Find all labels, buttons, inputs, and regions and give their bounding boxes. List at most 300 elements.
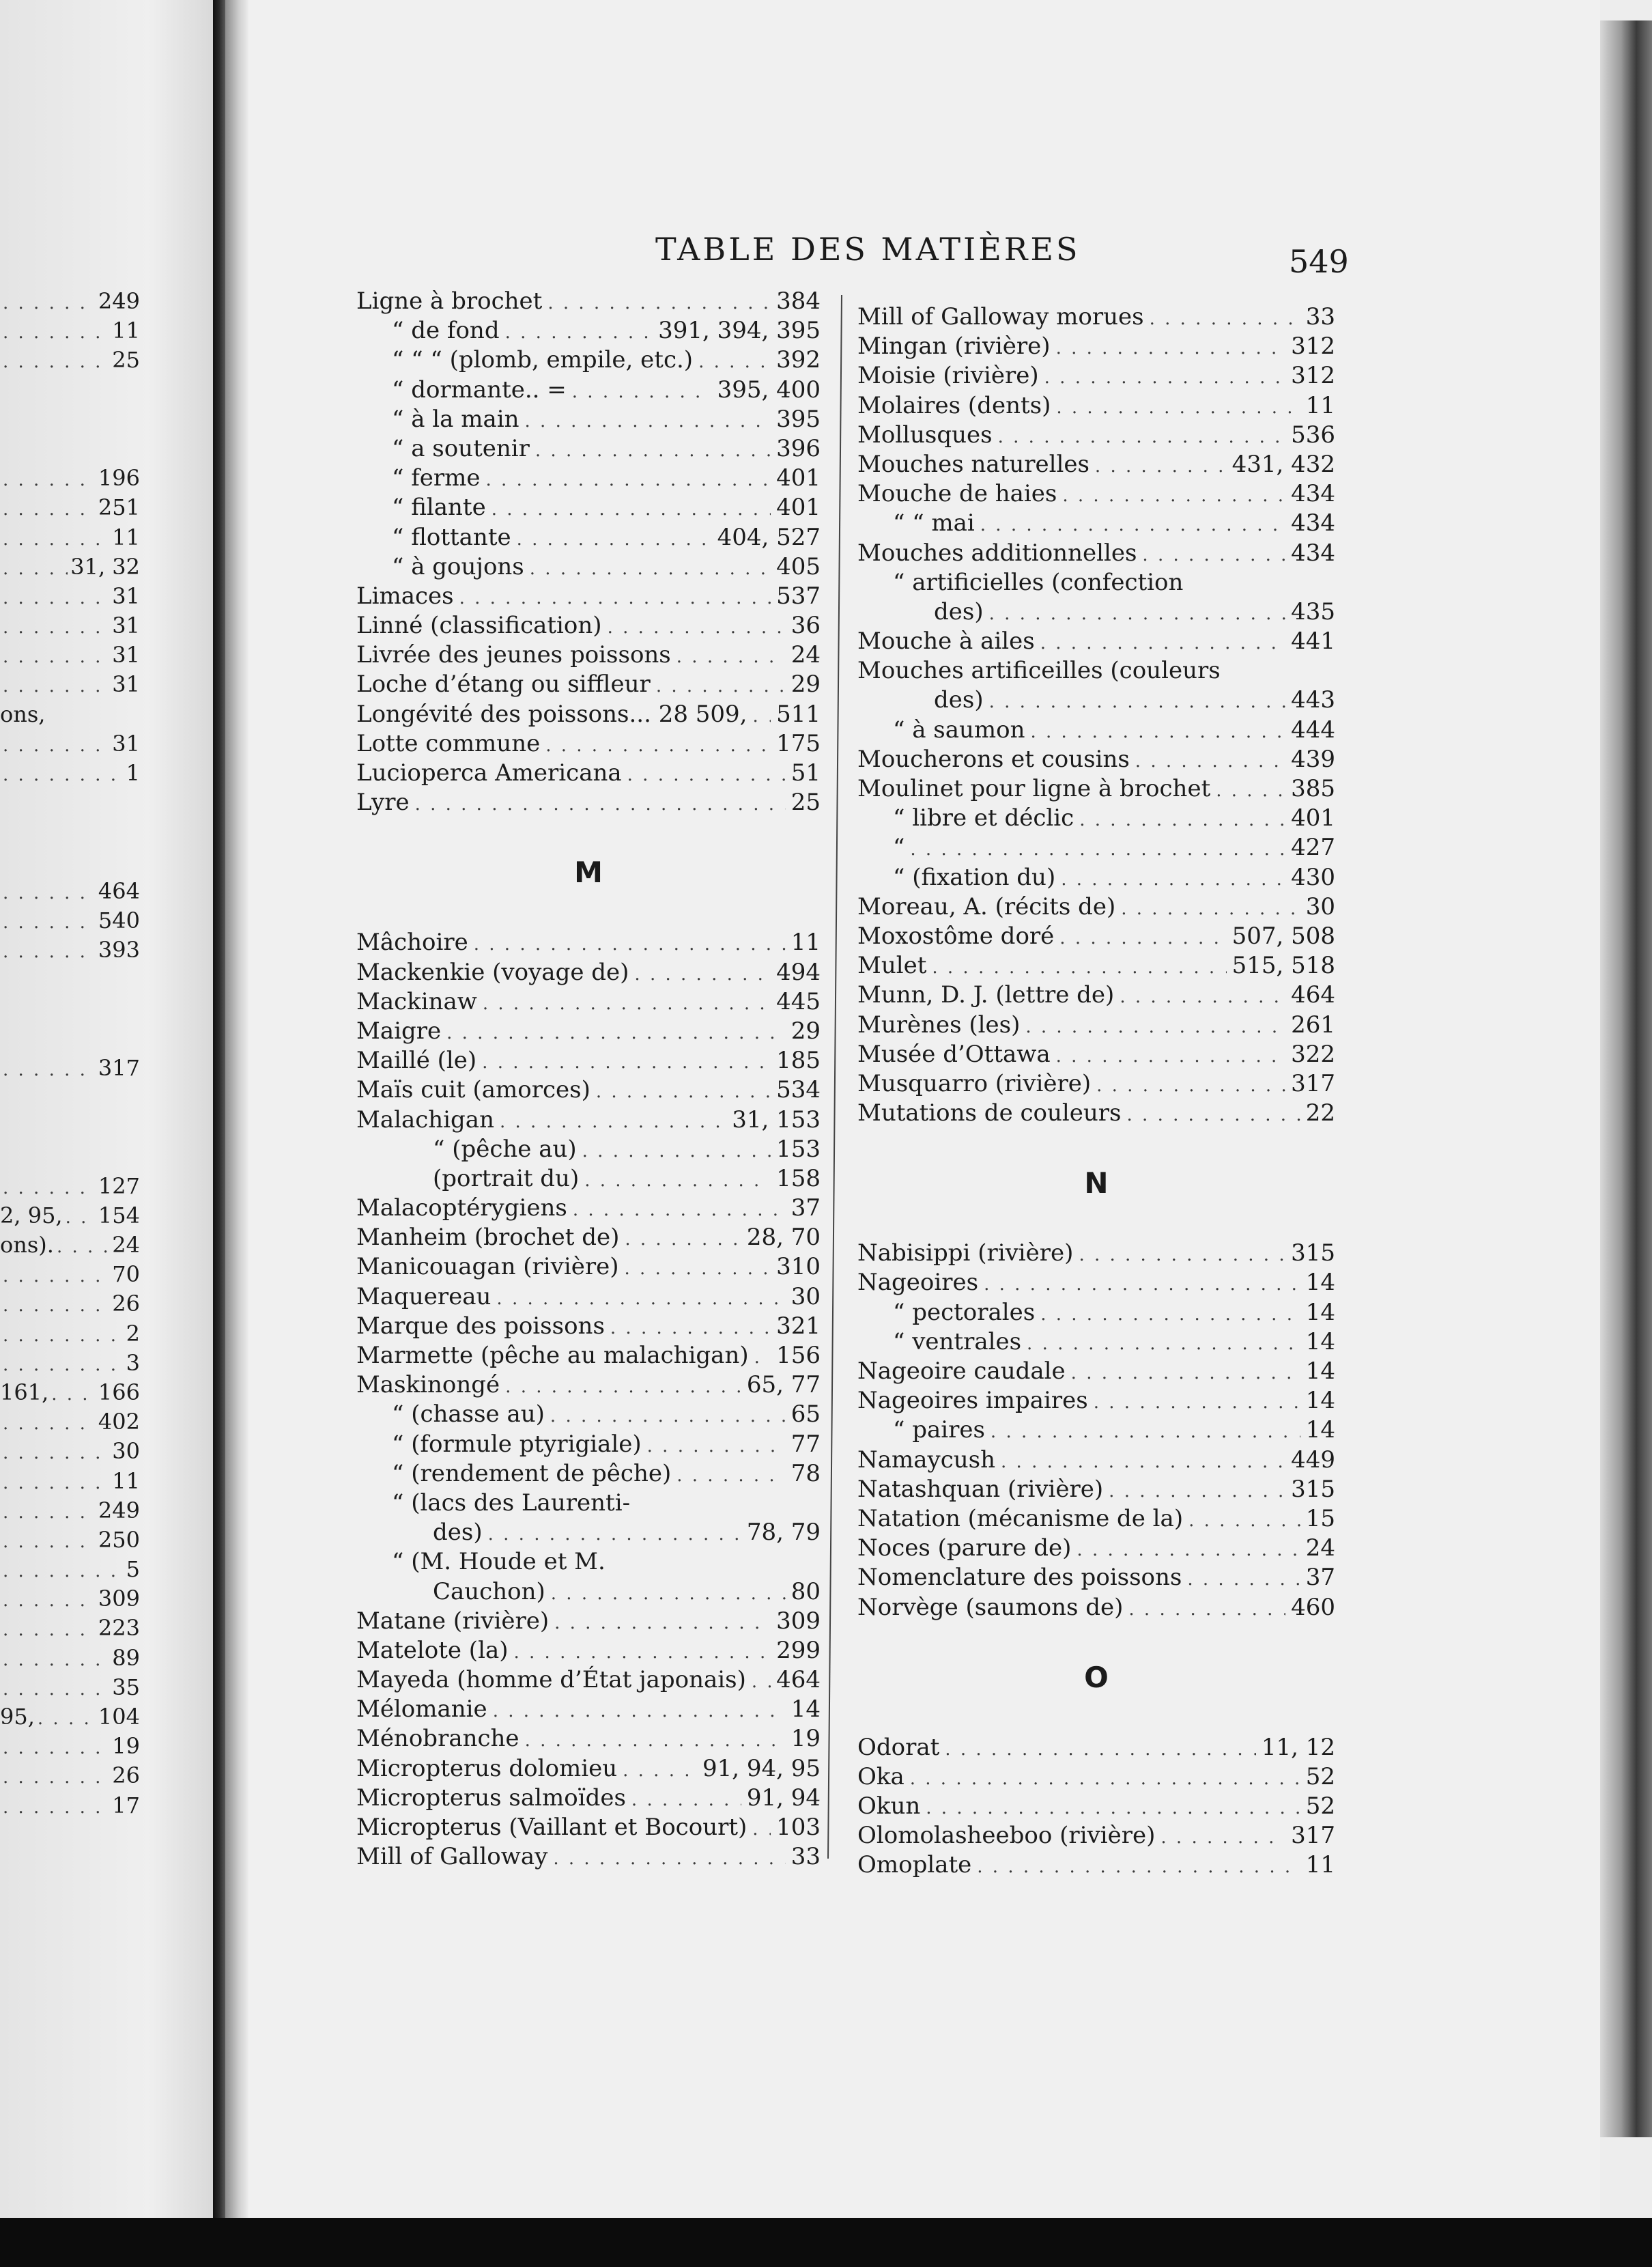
index-entry	[356, 434, 821, 464]
dot-leader	[553, 1844, 785, 1874]
dot-leader	[505, 318, 653, 348]
index-entry	[356, 700, 821, 729]
page-references: 91, 94, 95	[702, 1754, 821, 1782]
fragment-pages: 11	[112, 1467, 140, 1494]
fragment-row	[0, 1525, 140, 1555]
index-term: Nageoires impaires	[857, 1387, 1088, 1415]
fragment-pages: 17	[112, 1792, 140, 1818]
page-references: 299	[776, 1636, 821, 1664]
index-entry	[356, 1695, 821, 1724]
fragment-row	[0, 847, 140, 877]
page-references: 404, 527	[717, 523, 821, 551]
page-references: 11	[1305, 1851, 1335, 1879]
fragment-pages: 250	[98, 1526, 140, 1553]
dot-leader	[656, 672, 786, 701]
page-references: 15	[1305, 1504, 1335, 1532]
index-term: Maquereau	[356, 1282, 492, 1310]
page-references: 33	[1305, 303, 1335, 330]
index-entry	[356, 1017, 821, 1046]
index-entry	[857, 450, 1335, 479]
page-references: 445	[776, 987, 821, 1015]
dot-leader	[3, 1409, 96, 1439]
index-term: Mollusques	[857, 421, 993, 449]
dot-leader	[482, 1048, 771, 1078]
index-entry	[356, 987, 821, 1017]
index-term: “ à la main	[392, 405, 519, 433]
page-references: 261	[1291, 1011, 1335, 1039]
index-term: “ “ “ (plomb, empile, etc.)	[392, 346, 694, 374]
index-term: Mulet	[857, 952, 927, 980]
dot-leader	[3, 1557, 124, 1586]
left-page	[0, 0, 213, 2267]
dot-leader	[3, 1646, 109, 1675]
section-spacer	[857, 1128, 1335, 1154]
fragment-pages: 402	[98, 1409, 140, 1435]
page-references: 185	[776, 1047, 821, 1075]
page-references: 80	[791, 1577, 821, 1605]
dot-leader	[584, 1166, 771, 1196]
dot-leader	[1160, 1823, 1285, 1853]
index-entry	[356, 1724, 821, 1754]
dot-leader	[625, 1225, 741, 1254]
page-references: 65, 77	[746, 1371, 821, 1399]
dot-leader	[517, 525, 712, 554]
index-term: Maigre	[356, 1017, 442, 1045]
page-references: 30	[791, 1282, 821, 1310]
dot-leader	[3, 584, 109, 613]
index-entry	[857, 1327, 1335, 1357]
fragment-row	[0, 1378, 140, 1407]
fragment-pages: 5	[126, 1556, 140, 1583]
index-entry	[356, 1164, 821, 1194]
page-references: 449	[1291, 1446, 1335, 1474]
index-entry	[356, 316, 821, 346]
index-entry	[857, 1298, 1335, 1327]
dot-leader	[596, 1078, 771, 1107]
index-term: Molaires (dents)	[857, 391, 1051, 419]
dot-leader	[488, 1520, 741, 1549]
fragment-pages: 11	[112, 318, 140, 344]
page-references: 321	[776, 1312, 821, 1340]
dot-leader	[3, 554, 68, 584]
index-entry	[356, 1842, 821, 1872]
index-term: “ (fixation du)	[893, 863, 1056, 891]
dot-leader	[1128, 1595, 1285, 1624]
index-entry	[857, 1593, 1335, 1622]
index-term: “ dormante.. =	[392, 376, 567, 404]
page-references: 444	[1291, 716, 1335, 744]
index-entry	[356, 582, 821, 611]
index-entry	[857, 509, 1335, 538]
dot-leader	[910, 1764, 1300, 1794]
dot-leader	[1001, 1448, 1285, 1477]
index-term: Ligne à brochet	[356, 287, 543, 315]
dot-leader	[3, 1734, 109, 1763]
page-references: 536	[1291, 421, 1335, 449]
index-term: Longévité des poissons... 28 509,	[356, 700, 747, 728]
page-references: 537	[776, 582, 821, 610]
dot-leader	[625, 1254, 771, 1284]
dot-leader	[51, 1380, 96, 1409]
dot-leader	[910, 835, 1285, 864]
index-entry	[857, 1850, 1335, 1880]
dot-leader	[3, 731, 109, 761]
index-entry	[356, 464, 821, 493]
index-entry	[356, 958, 821, 987]
fragment-row	[0, 729, 140, 759]
index-term: Moulinet pour ligne à brochet	[857, 775, 1211, 802]
index-entry	[857, 302, 1335, 332]
page-references: 434	[1291, 480, 1335, 508]
index-term: Loche d’étang ou siffleur	[356, 671, 651, 699]
index-entry	[356, 1312, 821, 1341]
index-term: Cauchon)	[433, 1577, 545, 1605]
page-references: 317	[1291, 1822, 1335, 1850]
section-spacer	[857, 1213, 1335, 1239]
index-term: “ (lacs des Laurenti-	[392, 1489, 631, 1517]
page-references: 14	[1305, 1298, 1335, 1326]
index-entry	[857, 332, 1335, 361]
page-references: 315	[1291, 1475, 1335, 1503]
index-term: Mutations de couleurs	[857, 1099, 1122, 1127]
fragment-pages: 24	[112, 1232, 140, 1258]
dot-leader	[3, 525, 109, 554]
fragment-row	[0, 640, 140, 670]
fragment-row	[0, 1024, 140, 1054]
page-references: 464	[1291, 981, 1335, 1009]
fragment-row	[0, 405, 140, 434]
fragment-row	[0, 877, 140, 906]
index-entry	[857, 951, 1335, 981]
section-spacer	[857, 1622, 1335, 1648]
page-references: 28, 70	[746, 1224, 821, 1252]
dot-leader	[3, 1763, 109, 1792]
index-entry	[356, 1489, 821, 1518]
fragment-row	[0, 376, 140, 405]
page-references: 385	[1291, 775, 1335, 802]
dot-leader	[752, 702, 771, 731]
index-entry	[857, 1733, 1335, 1762]
page-references: 52	[1305, 1792, 1335, 1820]
fragment-row	[0, 287, 140, 316]
dot-leader	[3, 1291, 109, 1321]
fragment-row	[0, 582, 140, 611]
fragment-row	[0, 1555, 140, 1584]
index-entry	[857, 1762, 1335, 1792]
dot-leader	[573, 1196, 786, 1225]
index-term: Moucherons et cousins	[857, 745, 1130, 773]
page-references: 51	[791, 759, 821, 787]
dot-leader	[554, 1609, 771, 1638]
dot-leader	[3, 1586, 96, 1616]
fragment-row	[0, 670, 140, 699]
fragment-row	[0, 935, 140, 965]
index-term: Moisie (rivière)	[857, 362, 1039, 390]
dot-leader	[3, 1527, 96, 1557]
page-references: 78	[791, 1459, 821, 1487]
index-term: des)	[934, 686, 984, 714]
index-entry	[356, 1577, 821, 1607]
dot-leader	[415, 790, 786, 819]
index-term: “ ventrales	[893, 1327, 1022, 1355]
index-term: Matane (rivière)	[356, 1607, 550, 1635]
section-spacer	[857, 1707, 1335, 1733]
section-spacer	[356, 817, 821, 843]
fragment-row	[0, 1407, 140, 1437]
page-references: 14	[1305, 1387, 1335, 1415]
fragment-row	[0, 434, 140, 464]
index-entry	[356, 346, 821, 375]
dot-leader	[3, 318, 109, 348]
fragment-row	[0, 1791, 140, 1820]
index-term: Mackinaw	[356, 987, 477, 1015]
index-entry	[356, 1135, 821, 1164]
index-term: Natation (mécanisme de la)	[857, 1504, 1184, 1532]
index-entry	[356, 788, 821, 817]
index-entry	[356, 1607, 821, 1636]
dot-leader	[984, 1270, 1300, 1299]
dot-leader	[631, 1786, 741, 1815]
index-entry	[356, 405, 821, 434]
index-entry	[356, 1341, 821, 1370]
fragment-row	[0, 1112, 140, 1142]
dot-leader	[1127, 1101, 1300, 1130]
index-entry	[857, 1239, 1335, 1268]
index-term: Malacoptérygiens	[356, 1194, 567, 1222]
index-entry	[857, 568, 1335, 597]
index-term: “ (pêche au)	[433, 1135, 577, 1163]
index-term: Marmette (pêche au malachigan)	[356, 1342, 749, 1369]
index-term: Natashquan (rivière)	[857, 1475, 1104, 1503]
page-references: 443	[1291, 686, 1335, 714]
dot-leader	[1150, 305, 1300, 334]
index-term: Norvège (saumons de)	[857, 1593, 1124, 1621]
page-references: 309	[776, 1607, 821, 1635]
page-references: 24	[1305, 1534, 1335, 1562]
index-entry	[857, 597, 1335, 627]
index-entry	[356, 287, 821, 316]
index-entry	[356, 1754, 821, 1784]
page-references: 515, 518	[1231, 952, 1335, 980]
fragment-text: ons,	[0, 701, 46, 727]
page-references: 91, 94	[746, 1784, 821, 1812]
dot-leader	[1027, 1329, 1300, 1359]
index-term: Mouches artificeilles (couleurs	[857, 657, 1221, 685]
fragment-pages: 166	[98, 1379, 140, 1405]
page-references: 14	[1305, 1357, 1335, 1385]
dot-leader	[3, 879, 96, 908]
index-term: Noces (parure de)	[857, 1534, 1072, 1562]
fragment-pages: 127	[98, 1172, 140, 1199]
dot-leader	[3, 1056, 96, 1085]
index-term: Mill of Galloway	[356, 1843, 548, 1871]
page-references: 322	[1291, 1040, 1335, 1068]
index-entry	[857, 656, 1335, 686]
fragment-row	[0, 1230, 140, 1260]
fragment-pages: 251	[98, 494, 140, 521]
page-references: 315	[1291, 1239, 1335, 1267]
index-term: Lucioperca Americana	[356, 759, 622, 787]
index-term: Marque des poissons	[356, 1312, 605, 1340]
page-references: 11	[791, 929, 821, 957]
fragment-row	[0, 611, 140, 640]
fragment-pages: 31	[112, 671, 140, 698]
fragment-row	[0, 995, 140, 1024]
index-term: Lotte commune	[356, 729, 541, 757]
page-references: 431, 432	[1231, 450, 1335, 478]
dot-leader	[525, 407, 771, 436]
page-references: 33	[791, 1843, 821, 1871]
index-entry	[857, 539, 1335, 568]
dot-leader	[1040, 1300, 1300, 1329]
fragment-row	[0, 552, 140, 582]
index-entry	[857, 1040, 1335, 1069]
index-entry	[857, 1386, 1335, 1416]
dot-leader	[991, 1418, 1300, 1447]
index-entry	[857, 1534, 1335, 1563]
index-entry	[356, 1547, 821, 1577]
dot-leader	[3, 643, 109, 672]
page-references: 156	[776, 1342, 821, 1369]
dot-leader	[627, 761, 786, 790]
dot-leader	[1096, 1071, 1285, 1101]
index-entry	[857, 1357, 1335, 1386]
index-entry	[356, 1459, 821, 1489]
dot-leader	[530, 554, 771, 584]
index-term: Nomenclature des poissons	[857, 1564, 1182, 1592]
index-term: “ à saumon	[893, 716, 1025, 744]
index-entry	[356, 523, 821, 552]
dot-leader	[550, 1402, 786, 1431]
fragment-row	[0, 1702, 140, 1732]
index-entry	[857, 1446, 1335, 1475]
page-references: 14	[1305, 1327, 1335, 1355]
index-term: Musée d’Ottawa	[857, 1040, 1051, 1068]
page-references: 65	[791, 1400, 821, 1428]
page-references: 312	[1291, 333, 1335, 361]
fragment-row	[0, 1496, 140, 1525]
index-term: “ libre et déclic	[893, 804, 1074, 832]
dot-leader	[1142, 541, 1285, 570]
dot-leader	[623, 1756, 697, 1786]
index-term: “ à goujons	[392, 552, 524, 580]
index-entry	[356, 1252, 821, 1282]
dot-leader	[608, 613, 786, 643]
index-entry	[857, 1504, 1335, 1534]
dot-leader	[1056, 334, 1286, 363]
page-references: 14	[791, 1695, 821, 1723]
index-entry	[356, 376, 821, 405]
fragment-pages: 70	[112, 1261, 140, 1288]
page-references: 11	[1305, 391, 1335, 419]
index-term: Livrée des jeunes poissons	[356, 641, 671, 669]
dot-leader	[551, 1579, 786, 1609]
index-term: des)	[934, 597, 984, 625]
index-entry	[356, 1106, 821, 1135]
dot-leader	[3, 466, 96, 495]
dot-leader	[1079, 806, 1285, 835]
fragment-row	[0, 1142, 140, 1171]
index-term: Mayeda (homme d’État japonais)	[356, 1666, 746, 1694]
page-number: 549	[1289, 243, 1349, 280]
page-references: 460	[1291, 1593, 1335, 1621]
fragment-pages: 464	[98, 877, 140, 904]
page-references: 22	[1305, 1099, 1335, 1127]
dot-leader	[647, 1432, 786, 1461]
index-term: Moreau, A. (récits de)	[857, 892, 1116, 920]
dot-leader	[3, 1351, 124, 1380]
index-term: Musquarro (rivière)	[857, 1069, 1092, 1097]
index-term: Linné (classification)	[356, 612, 602, 640]
index-column-left	[356, 287, 821, 1872]
fragment-pages: 31, 32	[70, 553, 140, 580]
index-entry	[857, 892, 1335, 922]
index-term: Moxostôme doré	[857, 922, 1055, 950]
page-references: 435	[1291, 597, 1335, 625]
index-entry	[356, 1194, 821, 1223]
index-term: Malachigan	[356, 1106, 494, 1134]
dot-leader	[932, 953, 1226, 983]
index-entry	[356, 1223, 821, 1252]
dot-leader	[525, 1726, 786, 1756]
page-references: 434	[1291, 539, 1335, 567]
index-entry	[356, 1665, 821, 1695]
dot-leader	[545, 731, 771, 761]
dot-leader	[3, 761, 124, 790]
dot-leader	[1025, 1013, 1285, 1042]
page-references: 153	[776, 1135, 821, 1163]
index-entry	[857, 361, 1335, 391]
page-references: 439	[1291, 745, 1335, 773]
fragment-row	[0, 1172, 140, 1201]
fragment-row	[0, 906, 140, 935]
index-term: “	[893, 834, 905, 862]
fragment-row	[0, 346, 140, 375]
dot-leader	[3, 1616, 96, 1645]
dot-leader	[3, 1469, 109, 1498]
dot-leader	[1059, 924, 1226, 953]
dot-leader	[496, 1284, 785, 1314]
index-term: “ (chasse au)	[392, 1400, 545, 1428]
page-references: 78, 79	[746, 1519, 821, 1547]
dot-leader	[1121, 895, 1300, 924]
dot-leader	[513, 1638, 771, 1667]
dot-leader	[677, 1461, 785, 1491]
index-column-right	[857, 302, 1335, 1881]
index-entry	[356, 1784, 821, 1813]
dot-leader	[486, 466, 771, 495]
index-entry	[356, 1813, 821, 1842]
section-letter-heading: N	[1084, 1166, 1109, 1200]
index-entry	[857, 1792, 1335, 1821]
page-references: 401	[1291, 804, 1335, 832]
page-references: 11, 12	[1261, 1733, 1335, 1761]
fragment-row	[0, 1761, 140, 1790]
fragment-pages: 249	[98, 288, 140, 314]
dot-leader	[572, 378, 712, 407]
index-entry	[857, 774, 1335, 804]
index-entry	[857, 981, 1335, 1010]
index-entry	[857, 716, 1335, 745]
index-term: Mingan (rivière)	[857, 333, 1051, 361]
page-references: 19	[791, 1725, 821, 1753]
fragment-row	[0, 493, 140, 522]
dot-leader	[582, 1137, 771, 1166]
scanner-bed-edge	[0, 2218, 1652, 2267]
gutter-shadow	[225, 0, 248, 2267]
fragment-row	[0, 788, 140, 817]
fragment-row	[0, 700, 140, 729]
